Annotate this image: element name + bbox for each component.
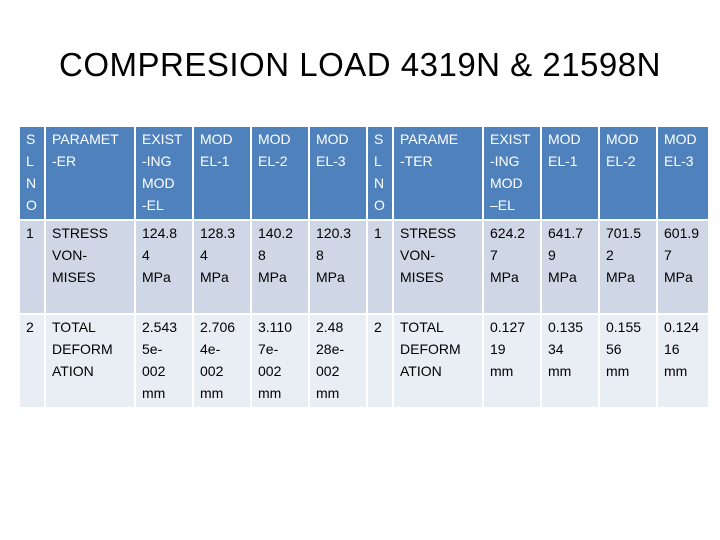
table-cell: 124.8 4 MPa <box>135 220 193 314</box>
table-cell: 0.127 19 mm <box>483 314 541 408</box>
comparison-table <box>18 125 710 409</box>
table-row <box>19 220 709 314</box>
header-model-1: MOD EL-1 <box>193 126 251 220</box>
header-model-1-2: MOD EL-1 <box>541 126 599 220</box>
table-cell: TOTAL DEFORM ATION <box>393 314 483 408</box>
table-cell: 601.9 7 MPa <box>657 220 709 314</box>
table-cell: 0.124 16 mm <box>657 314 709 408</box>
header-parameter-2: PARAME -TER <box>393 126 483 220</box>
table-header-row <box>19 126 709 220</box>
table-cell: 3.110 7e- 002 mm <box>251 314 309 408</box>
header-existing-model: EXIST -ING MOD -EL <box>135 126 193 220</box>
table-cell: 2.706 4e- 002 mm <box>193 314 251 408</box>
slide-title: COMPRESION LOAD 4319N & 21598N <box>59 46 661 83</box>
header-slno: S L N O <box>19 126 45 220</box>
header-parameter: PARAMET -ER <box>45 126 135 220</box>
table-cell: 1 <box>367 220 393 314</box>
table-cell: 1 <box>19 220 45 314</box>
table-cell: 2.48 28e- 002 mm <box>309 314 367 408</box>
table-cell: 0.155 56 mm <box>599 314 657 408</box>
table-cell: 624.2 7 MPa <box>483 220 541 314</box>
table-cell: 2 <box>367 314 393 408</box>
table-cell: TOTAL DEFORM ATION <box>45 314 135 408</box>
table-cell: 701.5 2 MPa <box>599 220 657 314</box>
table-cell: 2.543 5e- 002 mm <box>135 314 193 408</box>
table-cell: 2 <box>19 314 45 408</box>
header-model-2-2: MOD EL-2 <box>599 126 657 220</box>
table-cell: 641.7 9 MPa <box>541 220 599 314</box>
header-existing-model-2: EXIST -ING MOD –EL <box>483 126 541 220</box>
table-cell: STRESS VON- MISES <box>45 220 135 314</box>
table-row <box>19 314 709 408</box>
table-cell: 128.3 4 MPa <box>193 220 251 314</box>
table-cell: STRESS VON- MISES <box>393 220 483 314</box>
header-model-2: MOD EL-2 <box>251 126 309 220</box>
table-cell: 140.2 8 MPa <box>251 220 309 314</box>
header-model-3-2: MOD EL-3 <box>657 126 709 220</box>
table-cell: 0.135 34 mm <box>541 314 599 408</box>
header-model-3: MOD EL-3 <box>309 126 367 220</box>
table-cell: 120.3 8 MPa <box>309 220 367 314</box>
header-slno-2: S L N O <box>367 126 393 220</box>
